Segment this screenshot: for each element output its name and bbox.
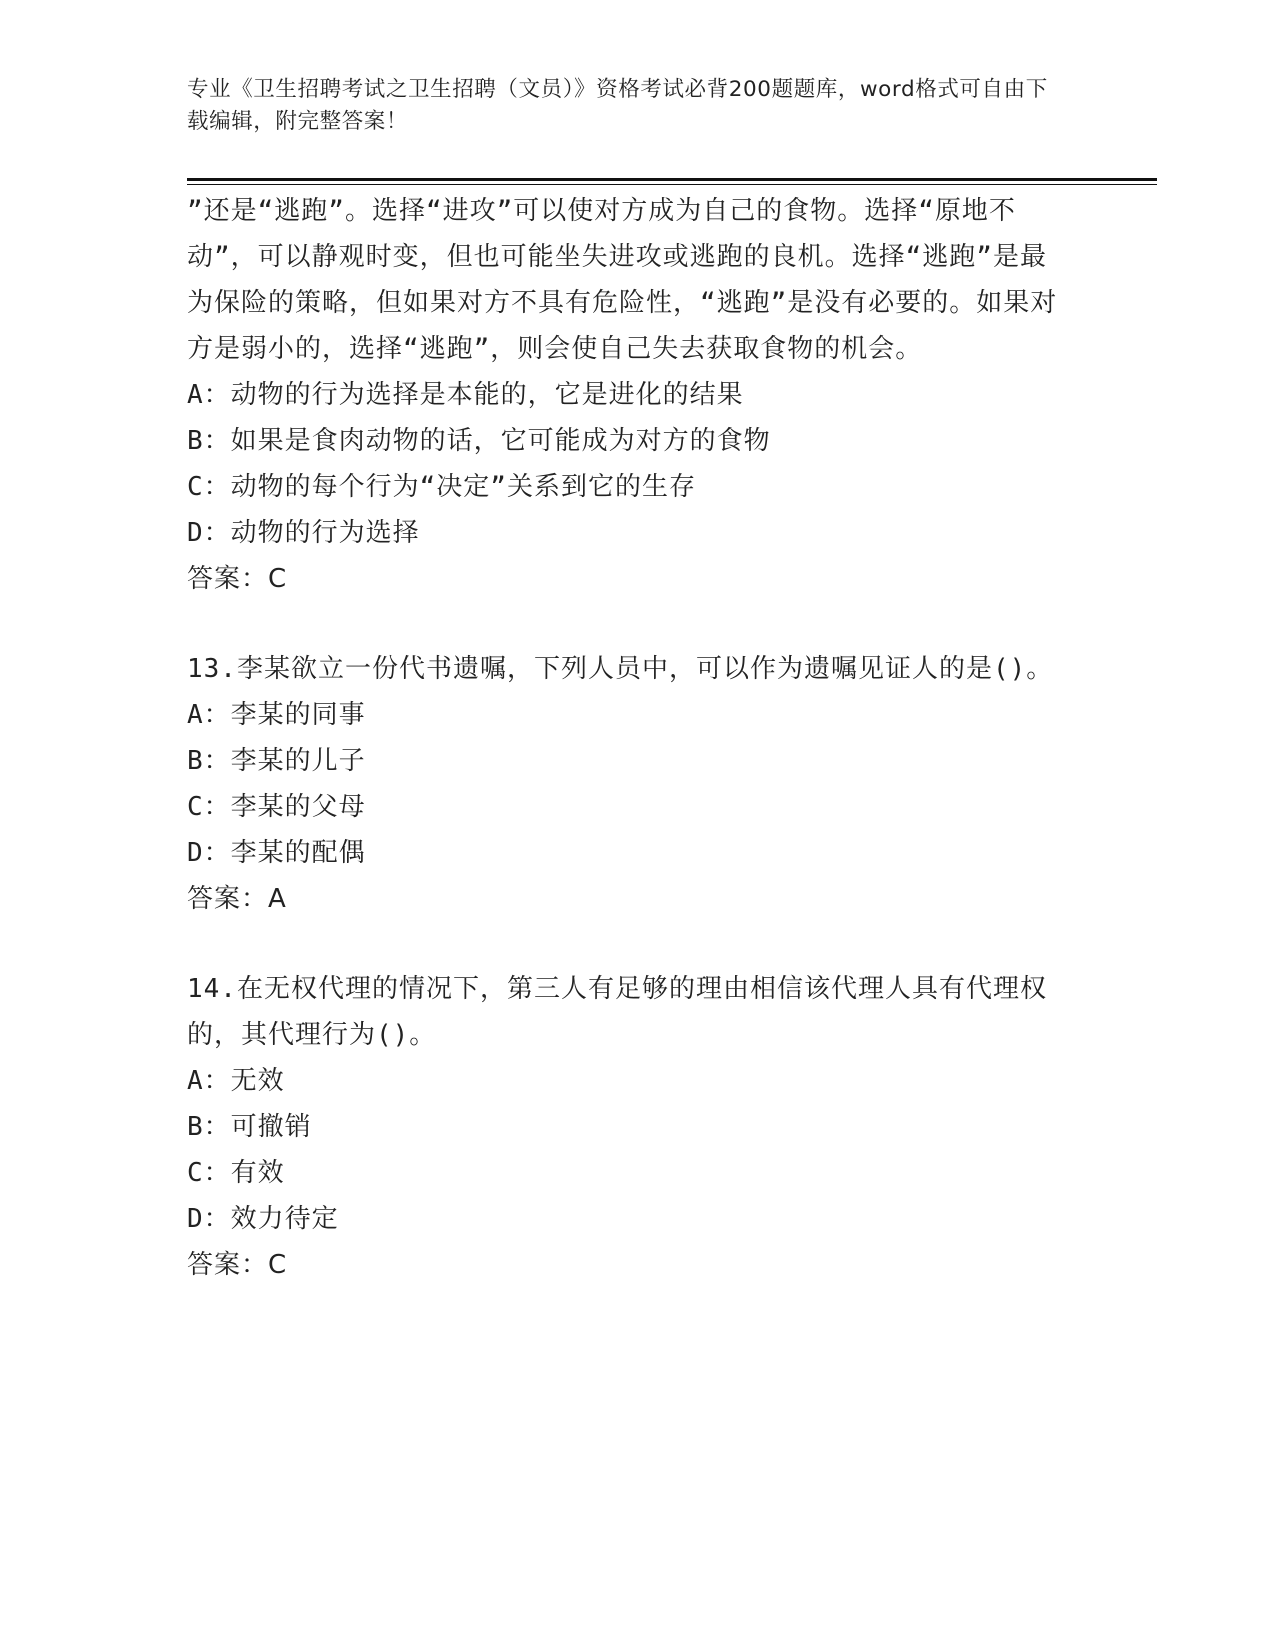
question-text: ”还是“逃跑”。选择“进攻”可以使对方成为自己的食物。选择“原地不动”，可以静观时变，但也可能坐失进攻或逃跑的良机。选择“逃跑”是最为保险的策略，但如果对方不具有危险性，“逃跑”是没有必要的。如果对方是弱小的，选择“逃跑”，则会使自己失去获取食物的机会。 bbox=[187, 196, 1058, 364]
option-c: C：李某的父母 bbox=[187, 792, 366, 822]
option-b: B：如果是食肉动物的话，它可能成为对方的食物 bbox=[187, 426, 771, 456]
answer-line: 答案：A bbox=[187, 884, 287, 914]
question-12-continuation bbox=[187, 188, 1072, 602]
option-a: A：动物的行为选择是本能的，它是进化的结果 bbox=[187, 380, 744, 410]
answer-line: 答案：C bbox=[187, 1250, 288, 1280]
document-body bbox=[187, 188, 1072, 1288]
option-d: D：李某的配偶 bbox=[187, 838, 366, 868]
answer-line: 答案：C bbox=[187, 564, 288, 594]
question-14 bbox=[187, 966, 1072, 1288]
question-text: 14.在无权代理的情况下，第三人有足够的理由相信该代理人具有代理权的，其代理行为()。 bbox=[187, 974, 1047, 1050]
spacer bbox=[187, 922, 1072, 966]
question-text: 13.李某欲立一份代书遗嘱，下列人员中，可以作为遗嘱见证人的是()。 bbox=[187, 654, 1054, 684]
option-a: A：无效 bbox=[187, 1066, 285, 1096]
spacer bbox=[187, 602, 1072, 646]
option-b: B：可撤销 bbox=[187, 1112, 312, 1142]
option-c: C：动物的每个行为“决定”关系到它的生存 bbox=[187, 472, 696, 502]
option-d: D：动物的行为选择 bbox=[187, 518, 420, 548]
option-c: C：有效 bbox=[187, 1158, 285, 1188]
document-header: 专业《卫生招聘考试之卫生招聘（文员）》资格考试必背200题题库，word格式可自由下载编辑，附完整答案！ bbox=[187, 77, 1048, 134]
option-d: D：效力待定 bbox=[187, 1204, 339, 1234]
option-a: A：李某的同事 bbox=[187, 700, 366, 730]
header-divider-thick bbox=[187, 178, 1157, 181]
header-divider-thin bbox=[187, 184, 1157, 185]
option-b: B：李某的儿子 bbox=[187, 746, 366, 776]
question-13 bbox=[187, 646, 1072, 922]
